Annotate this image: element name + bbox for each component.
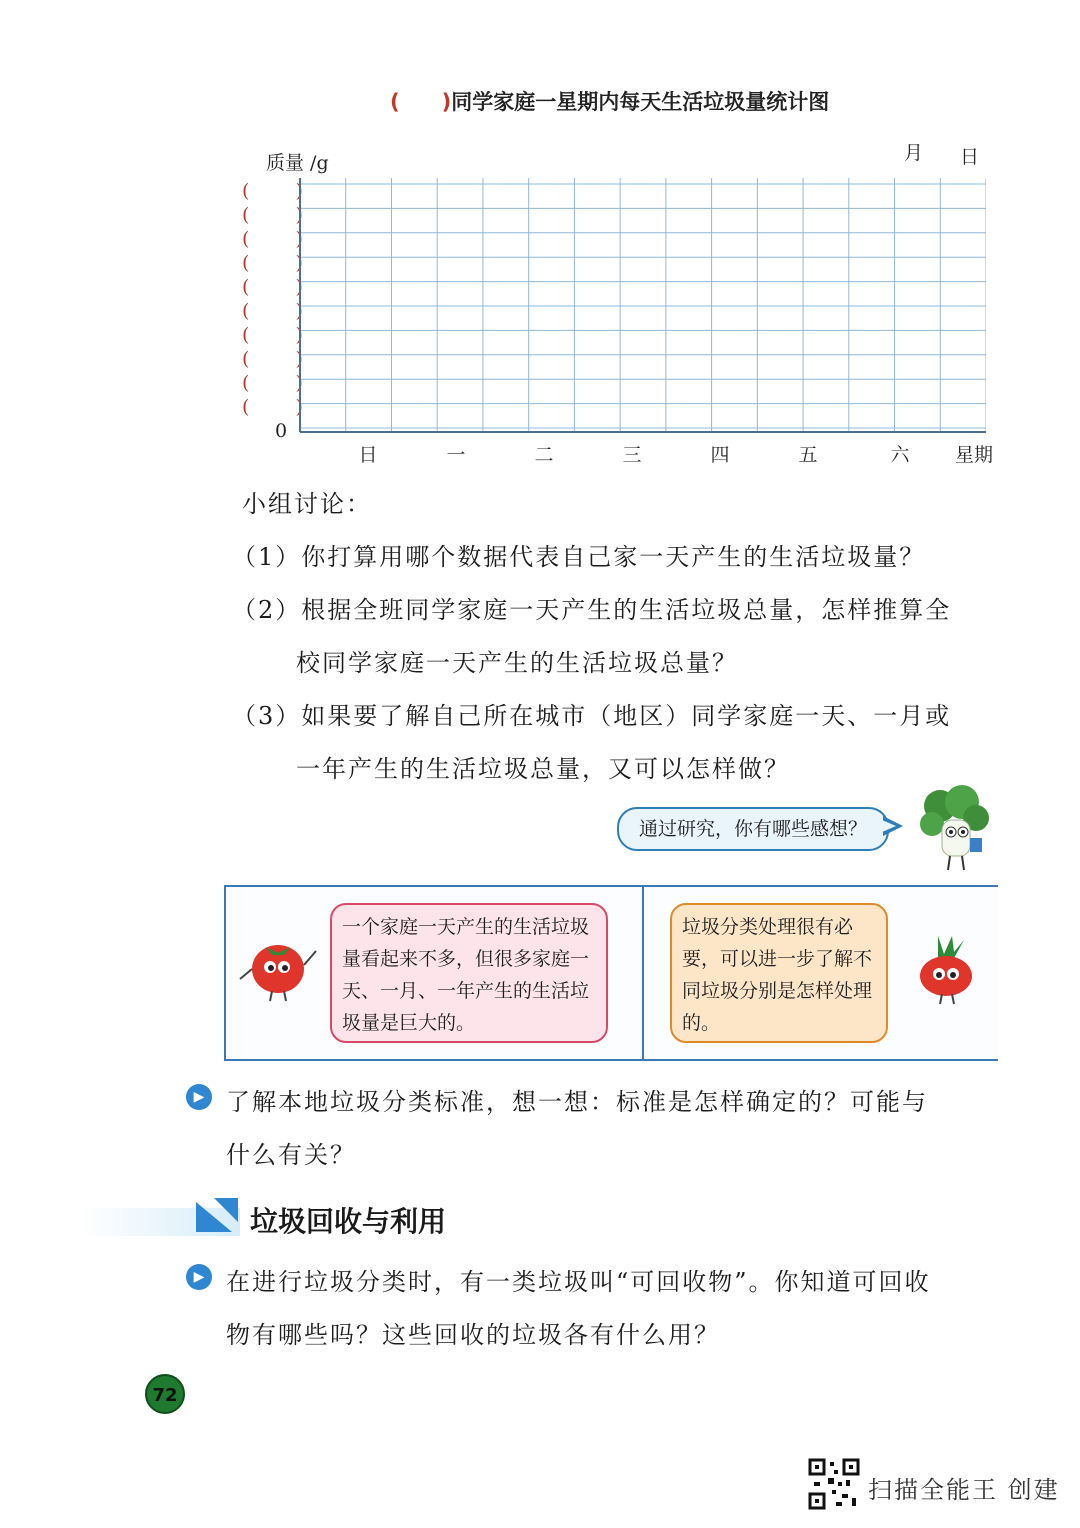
y-axis-blank-10[interactable]: ( )	[242, 180, 323, 202]
opinion-right-bubble: 垃圾分类处理很有必要，可以进一步了解不同垃圾分别是怎样处理的。	[670, 903, 888, 1043]
broccoli-mascot-icon	[912, 784, 992, 876]
opinion-left-bubble: 一个家庭一天产生的生活垃圾量看起来不多，但很多家庭一天、一月、一年产生的生活垃圾量是巨大的。	[330, 903, 608, 1043]
y-axis-blank-4[interactable]: ( )	[242, 324, 323, 346]
y-axis-blank-9[interactable]: ( )	[242, 204, 323, 226]
y-axis-blank-5[interactable]: ( )	[242, 300, 323, 322]
qr-code-icon	[808, 1458, 860, 1510]
y-axis-blank-6[interactable]: ( )	[242, 276, 323, 298]
chart-title-text: 同学家庭一星期内每天生活垃圾量统计图	[451, 90, 830, 114]
y-axis-blank-8[interactable]: ( )	[242, 228, 323, 250]
x-label-fri: 五	[798, 444, 818, 466]
y-axis-blank-1[interactable]: ( )	[242, 396, 323, 418]
x-label-sat: 六	[890, 444, 910, 466]
day-label: 日	[960, 146, 980, 168]
activity-1-line-2: 什么有关？	[226, 1141, 356, 1169]
question-3-line-2: 一年产生的生活垃圾总量，又可以怎样做？	[296, 755, 790, 783]
activity-1-line-1: 了解本地垃圾分类标准，想一想：标准是怎样确定的？可能与	[226, 1088, 928, 1116]
x-label-wed: 三	[622, 444, 642, 466]
question-1: （1）你打算用哪个数据代表自己家一天产生的生活垃圾量？	[232, 543, 926, 571]
tomato-mascot-icon	[236, 935, 320, 1003]
discussion-heading: 小组讨论：	[242, 490, 372, 518]
activity-2-line-1: 在进行垃圾分类时，有一类垃圾叫“可回收物”。你知道可回收	[226, 1268, 931, 1296]
section-arrow-icon	[192, 1196, 240, 1236]
y-axis-blank-3[interactable]: ( )	[242, 348, 323, 370]
x-label-mon: 一	[446, 444, 466, 466]
question-2-line-2: 校同学家庭一天产生的生活垃圾总量？	[296, 649, 738, 677]
chart-title	[390, 86, 829, 116]
x-label-thu: 四	[710, 444, 730, 466]
origin-label: 0	[275, 420, 288, 442]
question-2-line-1: （2）根据全班同学家庭一天产生的生活垃圾总量，怎样推算全	[232, 596, 952, 624]
x-label-tue: 二	[534, 444, 554, 466]
chart-grid	[296, 178, 986, 436]
speech-bubble: 通过研究，你有哪些感想？	[617, 807, 889, 851]
watermark-text: 扫描全能王 创建	[868, 1476, 1060, 1504]
x-axis-title: 星期	[955, 444, 994, 466]
activity-2-line-2: 物有哪些吗？这些回收的垃圾各有什么用？	[226, 1321, 720, 1349]
y-axis-label: 质量 /g	[266, 152, 329, 174]
question-3-line-1: （3）如果要了解自己所在城市（地区）同学家庭一天、一月或	[232, 702, 952, 730]
chart-title-blank[interactable]: ( )	[390, 90, 452, 114]
activity-bullet-icon: ▶	[186, 1264, 212, 1290]
page-number: 72	[145, 1374, 185, 1414]
activity-bullet-icon: ▶	[186, 1084, 212, 1110]
section-title: 垃圾回收与利用	[250, 1205, 447, 1238]
month-label: 月	[904, 142, 924, 164]
x-label-sun: 日	[358, 444, 378, 466]
y-axis-blank-2[interactable]: ( )	[242, 372, 323, 394]
radish-mascot-icon	[908, 932, 984, 1006]
y-axis-blank-7[interactable]: ( )	[242, 252, 323, 274]
